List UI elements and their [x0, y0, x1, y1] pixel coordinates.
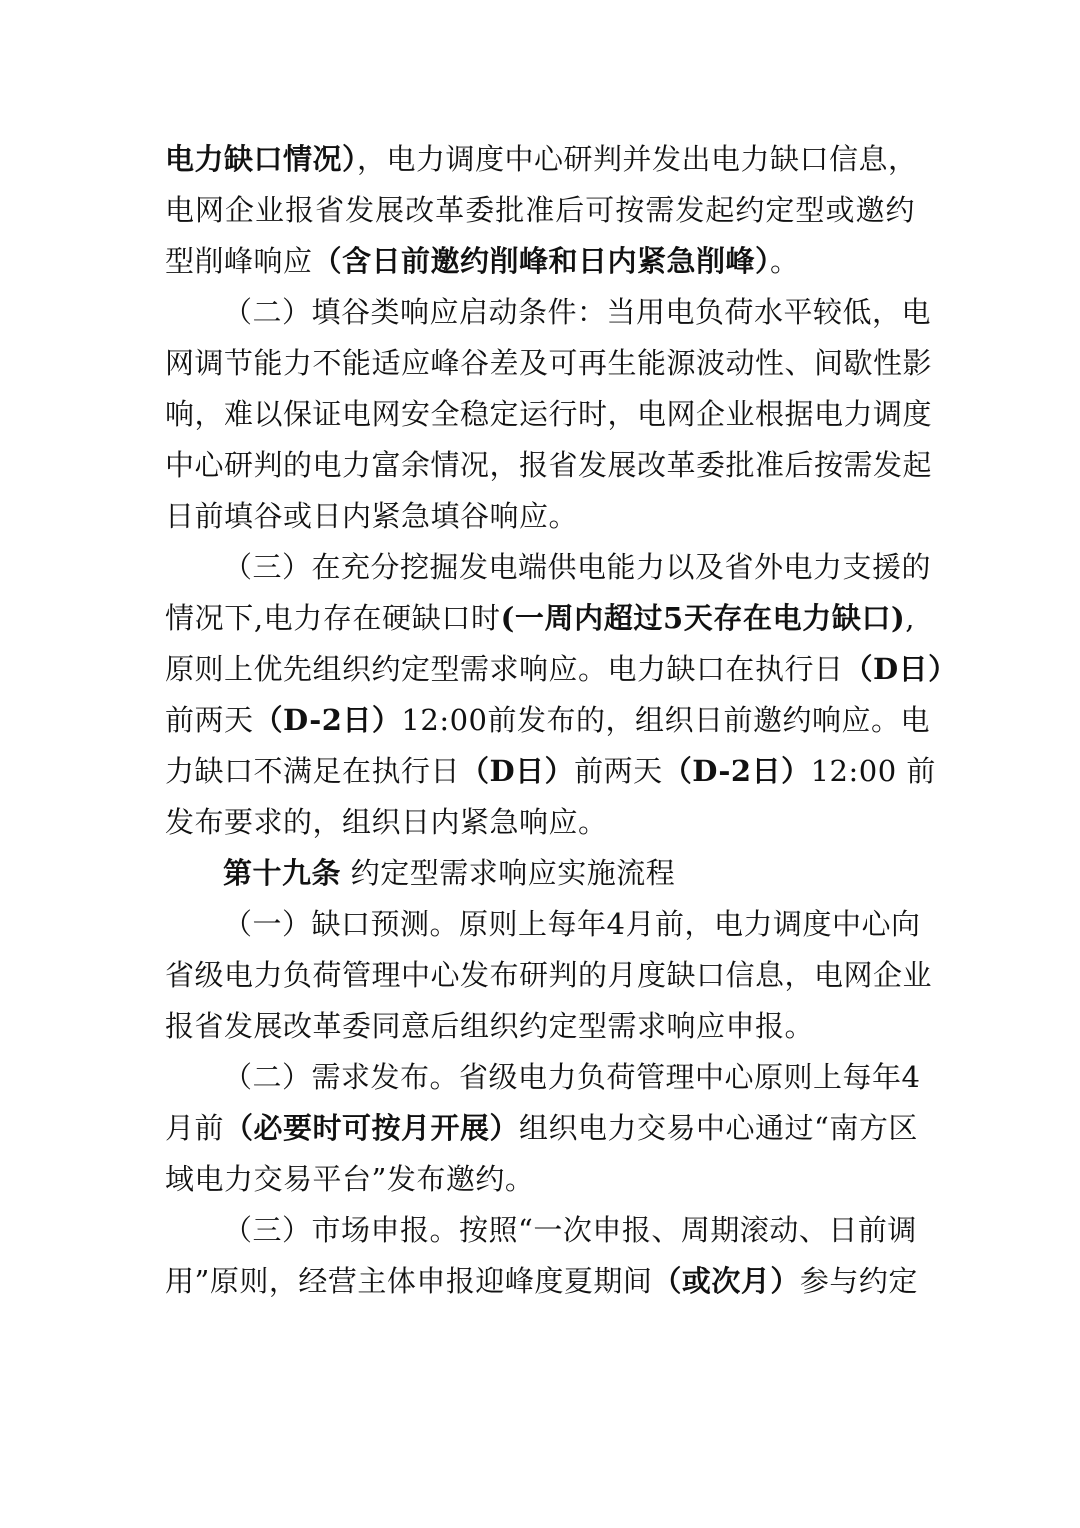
bold-text-segment: （必要时可按月开展） — [224, 1111, 520, 1145]
text-line — [165, 135, 918, 183]
bold-text-segment: 第十九条 — [223, 856, 342, 890]
text-segment: ，电力调度中心研判并发出电力缺口信息， — [357, 142, 918, 176]
text-line — [165, 390, 933, 438]
text-line — [165, 645, 958, 693]
text-segment: 前两天 — [574, 754, 663, 788]
text-segment: （一）缺口预测。原则上每年4月前，电力调度中心向 — [223, 907, 921, 941]
bold-text-segment: (一周内超过5天存在电力缺口) — [500, 601, 906, 635]
text-segment: 省级电力负荷管理中心发布研判的月度缺口信息，电网企业 — [165, 958, 933, 992]
text-segment: 约定型需求响应实施流程 — [341, 856, 676, 890]
text-segment: 情况下,电力存在硬缺口时 — [165, 601, 501, 635]
text-segment: 用”原则，经营主体申报迎峰度夏期间 — [165, 1264, 653, 1298]
bold-text-segment: （或次月） — [652, 1264, 800, 1298]
text-line — [223, 900, 921, 948]
text-line — [165, 237, 915, 285]
text-line — [165, 594, 915, 642]
text-line — [165, 747, 936, 795]
bold-text-segment: （D-2日） — [662, 754, 811, 788]
bold-text-segment: （D-2日） — [253, 703, 402, 737]
text-segment: 报省发展改革委同意后组织约定型需求响应申报。 — [165, 1009, 815, 1043]
text-segment: 原则上优先组织约定型需求响应。电力缺口在执行日 — [165, 652, 844, 686]
bold-text-segment: 电力缺口情况） — [165, 142, 358, 176]
text-line — [165, 951, 933, 999]
text-line — [165, 492, 915, 540]
text-segment: 参与约定 — [799, 1264, 918, 1298]
text-segment: 组织电力交易中心通过“南方区 — [519, 1111, 918, 1145]
text-line — [223, 288, 932, 336]
text-line — [223, 1206, 915, 1254]
text-line — [165, 696, 930, 744]
bold-text-segment: （含日前邀约削峰和日内紧急削峰） — [312, 244, 771, 278]
text-line — [223, 543, 932, 591]
text-segment: 月前 — [165, 1111, 225, 1145]
text-segment: 型削峰响应 — [165, 244, 313, 278]
text-line — [165, 339, 933, 387]
text-line — [165, 798, 915, 846]
text-segment: （三）在充分挖掘发电端供电能力以及省外电力支援的 — [223, 550, 932, 584]
text-line — [165, 441, 933, 489]
text-segment: 中心研判的电力富余情况，报省发展改革委批准后按需发起 — [165, 448, 933, 482]
text-segment: 域电力交易平台”发布邀约。 — [165, 1162, 535, 1196]
text-segment: 前两天 — [165, 703, 254, 737]
text-segment: , — [905, 601, 915, 635]
text-line — [165, 1104, 918, 1152]
text-line — [165, 186, 915, 234]
text-segment: 电网企业报省发展改革委批准后可按需发起约定型或邀约 — [165, 193, 915, 227]
text-segment: 力缺口不满足在执行日 — [165, 754, 461, 788]
text-line — [165, 1002, 915, 1050]
text-segment: （三）市场申报。按照“一次申报、周期滚动、日前调 — [223, 1213, 917, 1247]
text-segment: 日前填谷或日内紧急填谷响应。 — [165, 499, 579, 533]
text-segment: 网调节能力不能适应峰谷差及可再生能源波动性、间歇性影 — [165, 346, 933, 380]
bold-text-segment: （D日） — [460, 754, 575, 788]
text-line — [223, 849, 915, 897]
text-segment: 。 — [770, 244, 800, 278]
text-segment: （二）需求发布。省级电力负荷管理中心原则上每年4 — [223, 1060, 921, 1094]
text-line — [165, 1257, 918, 1305]
text-line — [223, 1053, 921, 1101]
bold-text-segment: （D日） — [843, 652, 958, 686]
text-segment: 发布要求的，组织日内紧急响应。 — [165, 805, 608, 839]
text-segment: 12:00 前 — [810, 754, 936, 788]
text-line — [165, 1155, 915, 1203]
text-segment: 12:00前发布的，组织日前邀约响应。电 — [401, 703, 930, 737]
text-segment: 响，难以保证电网安全稳定运行时，电网企业根据电力调度 — [165, 397, 933, 431]
text-segment: （二）填谷类响应启动条件：当用电负荷水平较低，电 — [223, 295, 932, 329]
